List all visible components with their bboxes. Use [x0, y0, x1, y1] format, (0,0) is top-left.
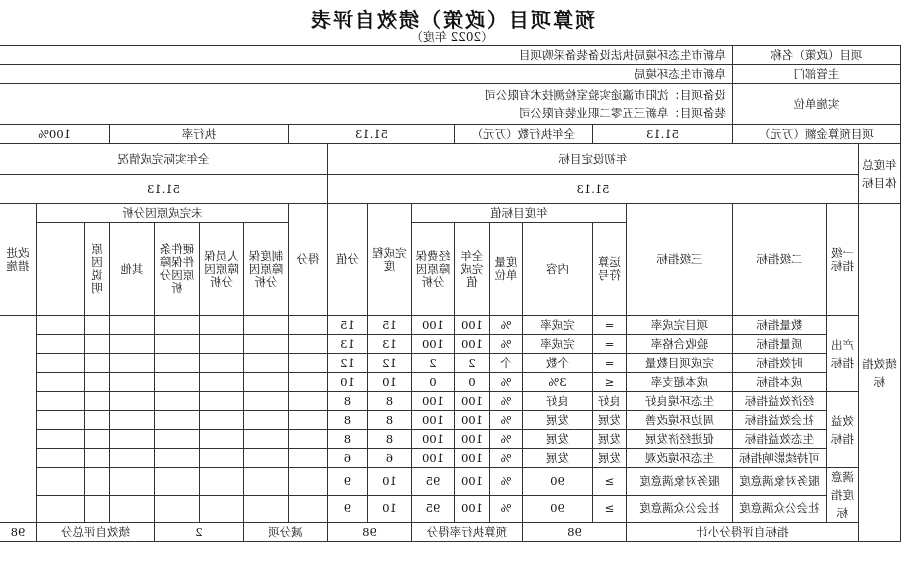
level2-cell: 可持续影响指标 [732, 449, 826, 468]
operator-cell: 发展 [592, 411, 626, 430]
reason-blank-cell [243, 495, 288, 523]
reason-blank-cell [154, 354, 199, 373]
reason-blank-cell [243, 392, 288, 411]
reason-blank-cell [199, 392, 243, 411]
reason-blank-cell [199, 335, 243, 354]
reason-blank-cell [36, 449, 84, 468]
col-operator: 运算符号 [592, 223, 626, 316]
score-value-cell: 10 [367, 373, 411, 392]
level2-cell: 生态效益指标 [732, 430, 826, 449]
operator-cell: = [592, 335, 626, 354]
completion-cell: 95 [411, 468, 454, 496]
col-annual-target: 全年完成值 [454, 223, 489, 316]
score-cell: 12 [327, 354, 367, 373]
col-level3: 三级指标 [626, 204, 732, 316]
level2-cell: 质量指标 [732, 335, 826, 354]
level3-cell: 服务对象满意度 [626, 468, 732, 496]
reason-blank-cell [288, 411, 327, 430]
unit-cell: % [489, 430, 522, 449]
reason-blank-cell [84, 468, 109, 496]
completion-cell: 100 [411, 449, 454, 468]
reason-blank-cell [288, 373, 327, 392]
level3-cell: 验收合格率 [626, 335, 732, 354]
score-value-cell: 12 [367, 354, 411, 373]
annual-target-cell: 100 [454, 411, 489, 430]
level3-cell: 生态环境改观 [626, 449, 732, 468]
reason-blank-cell [154, 373, 199, 392]
reason-blank-cell [84, 335, 109, 354]
level3-cell: 促进经济发展 [626, 430, 732, 449]
score-cell: 6 [327, 449, 367, 468]
evaluation-table [0, 45, 901, 542]
reason-blank-cell [36, 430, 84, 449]
reason-blank-cell [154, 468, 199, 496]
reason-blank-cell [288, 316, 327, 335]
project-name-value: 阜新市生态环境局执法设备装备采购项目 [0, 46, 732, 65]
reason-blank-cell [36, 392, 84, 411]
reason-blank-cell [109, 449, 154, 468]
annual-target-cell: 0 [454, 373, 489, 392]
impl-row [0, 84, 901, 125]
reason-blank-cell [243, 373, 288, 392]
reason-blank-cell [109, 430, 154, 449]
col-reason-hardware: 硬件条件保障原因分析 [154, 223, 199, 316]
reason-blank-cell [154, 335, 199, 354]
col-reason-note: 原因说明 [84, 223, 109, 316]
indicator-row [0, 392, 901, 411]
budget-exec: 51.13 [288, 125, 454, 144]
page-title: 预算项目（政策）绩效自评表 [309, 8, 595, 32]
level2-cell: 数量指标 [732, 316, 826, 335]
reason-blank-cell [154, 392, 199, 411]
col-reason-funding: 经费保障原因分析 [411, 223, 454, 316]
impl-label: 实施单位 [732, 84, 900, 125]
col-target-group: 年度目标值 [411, 204, 626, 223]
score-value-cell: 8 [367, 430, 411, 449]
completion-cell: 100 [411, 430, 454, 449]
score-cell: 9 [327, 495, 367, 523]
reason-blank-cell [243, 468, 288, 496]
indicator-row [0, 335, 901, 354]
level3-cell: 完成项目数量 [626, 354, 732, 373]
reason-blank-cell [154, 430, 199, 449]
level1-cell: 产出指标 [827, 316, 859, 392]
level2-cell: 社会效益指标 [732, 411, 826, 430]
operator-cell: 发展 [592, 430, 626, 449]
overall-goal-label: 年度总体目标 [859, 144, 901, 204]
reason-blank-cell [288, 468, 327, 496]
completion-cell: 2 [411, 354, 454, 373]
completion-cell: 100 [411, 411, 454, 430]
col-score-value: 分值 [327, 204, 367, 316]
reason-blank-cell [288, 495, 327, 523]
level2-cell: 时效指标 [732, 354, 826, 373]
goal-done-value: 51.13 [0, 175, 327, 204]
col-reason-system: 制度保障原因分析 [243, 223, 288, 316]
impl-line-1: 设备项目：沈阳市瀛途实验室检测技术有限公司 [484, 88, 726, 102]
col-reasons-group: 未完成原因分析 [36, 204, 288, 223]
reason-blank-cell [243, 335, 288, 354]
level1-cell: 效益指标 [827, 392, 859, 468]
impl-value [0, 84, 732, 125]
content-cell: 发展 [522, 430, 592, 449]
indicator-row [0, 373, 901, 392]
col-improve: 改进措施 [0, 204, 36, 316]
completion-cell: 100 [411, 335, 454, 354]
deduct-value: 2 [154, 523, 243, 542]
score-value-cell: 13 [367, 335, 411, 354]
unit-cell: % [489, 316, 522, 335]
reason-blank-cell [109, 373, 154, 392]
content-cell: 个数 [522, 354, 592, 373]
score-cell: 10 [327, 373, 367, 392]
unit-cell: % [489, 495, 522, 523]
reason-blank-cell [243, 411, 288, 430]
score-value-cell: 15 [367, 316, 411, 335]
budget-rate-label: 执行率 [109, 125, 288, 144]
budget-amount-label: 项目预算金额（万元） [732, 125, 900, 144]
reason-blank-cell [199, 411, 243, 430]
col-unit: 度量单位 [489, 223, 522, 316]
budget-rate: 100% [0, 125, 109, 144]
score-value-cell: 6 [367, 449, 411, 468]
reason-blank-cell [199, 354, 243, 373]
content-cell: 完成率 [522, 335, 592, 354]
indicator-row [0, 411, 901, 430]
dept-value: 阜新市生态环境局 [0, 65, 732, 84]
reason-blank-cell [154, 449, 199, 468]
annual-target-cell: 100 [454, 316, 489, 335]
reason-blank-cell [154, 316, 199, 335]
completion-cell: 0 [411, 373, 454, 392]
level2-cell: 社会公众满意度 [732, 495, 826, 523]
unit-cell: % [489, 411, 522, 430]
reason-blank-cell [243, 449, 288, 468]
col-level2: 二级指标 [732, 204, 826, 316]
reason-blank-cell [36, 495, 84, 523]
subtotal-label: 指标自评得分小计 [626, 523, 858, 542]
reason-blank-cell [109, 411, 154, 430]
reason-blank-cell [199, 468, 243, 496]
reason-blank-cell [109, 354, 154, 373]
operator-cell: = [592, 316, 626, 335]
content-cell: 3% [522, 373, 592, 392]
project-name-row [0, 46, 901, 65]
reason-blank-cell [84, 373, 109, 392]
content-cell: 完成率 [522, 316, 592, 335]
content-cell: 发展 [522, 411, 592, 430]
subtotal-value: 98 [522, 523, 626, 542]
total-value: 98 [0, 523, 36, 542]
completion-cell: 95 [411, 495, 454, 523]
level3-cell: 项目完成率 [626, 316, 732, 335]
annual-target-cell: 100 [454, 392, 489, 411]
reason-blank-cell [84, 411, 109, 430]
reason-blank-cell [36, 373, 84, 392]
content-cell: 发展 [522, 449, 592, 468]
score-cell: 13 [327, 335, 367, 354]
indicator-row [0, 449, 901, 468]
col-reason-other: 其他 [109, 223, 154, 316]
indicator-row [0, 495, 901, 523]
reason-blank-cell [84, 392, 109, 411]
score-cell: 15 [327, 316, 367, 335]
column-header-row-1 [0, 204, 901, 223]
level2-cell: 成本指标 [732, 373, 826, 392]
budget-score-value: 98 [327, 523, 411, 542]
footer-row [0, 523, 901, 542]
reason-blank-cell [109, 468, 154, 496]
goals-header-row [0, 144, 901, 175]
indicator-row [0, 354, 901, 373]
reason-blank-cell [243, 430, 288, 449]
reason-blank-cell [199, 316, 243, 335]
annual-target-cell: 100 [454, 335, 489, 354]
content-cell: 90 [522, 495, 592, 523]
reason-blank-cell [109, 316, 154, 335]
project-name-label: 项目（政策）名称 [732, 46, 900, 65]
reason-blank-cell [154, 495, 199, 523]
score-cell: 9 [327, 468, 367, 496]
reason-blank-cell [36, 354, 84, 373]
goal-done-label: 全年实际完成情况 [0, 144, 327, 175]
col-level1: 一级指标 [827, 204, 859, 316]
annual-target-cell: 100 [454, 449, 489, 468]
annual-target-cell: 2 [454, 354, 489, 373]
reason-blank-cell [84, 430, 109, 449]
col-content: 内容 [522, 223, 592, 316]
budget-row [0, 125, 901, 144]
operator-cell: ≤ [592, 373, 626, 392]
unit-cell: 个 [489, 354, 522, 373]
reason-blank-cell [199, 495, 243, 523]
budget-amount: 51.13 [592, 125, 732, 144]
level3-cell: 生态环境良好 [626, 392, 732, 411]
reason-blank-cell [288, 392, 327, 411]
reason-blank-cell [36, 335, 84, 354]
indicator-row [0, 468, 901, 496]
reason-blank-cell [243, 354, 288, 373]
operator-cell: 发展 [592, 449, 626, 468]
dept-label: 主管部门 [732, 65, 900, 84]
operator-cell: ≥ [592, 468, 626, 496]
content-cell: 90 [522, 468, 592, 496]
level2-cell: 服务对象满意度 [732, 468, 826, 496]
reason-blank-cell [288, 335, 327, 354]
reason-blank-cell [109, 392, 154, 411]
unit-cell: % [489, 449, 522, 468]
completion-cell: 100 [411, 316, 454, 335]
operator-cell: 良好 [592, 392, 626, 411]
content-cell: 良好 [522, 392, 592, 411]
reason-blank-cell [199, 373, 243, 392]
annual-target-cell: 100 [454, 430, 489, 449]
reason-blank-cell [243, 316, 288, 335]
score-cell: 8 [327, 411, 367, 430]
indicator-row [0, 430, 901, 449]
reason-blank-cell [36, 468, 84, 496]
reason-blank-cell [36, 316, 84, 335]
indicator-group-label: 绩效指标 [859, 204, 901, 542]
total-label: 绩效自评总分 [36, 523, 154, 542]
unit-cell: % [489, 373, 522, 392]
deduct-label: 减分项 [243, 523, 327, 542]
reason-blank-cell [109, 335, 154, 354]
reason-blank-cell [288, 354, 327, 373]
score-cell: 8 [327, 392, 367, 411]
goal-set-value: 51.13 [327, 175, 858, 204]
col-score: 得分 [288, 204, 327, 316]
reason-blank-cell [288, 430, 327, 449]
page-subtitle: （2022 年度） [410, 30, 494, 44]
unit-cell: % [489, 468, 522, 496]
goal-set-label: 年初设定目标 [327, 144, 858, 175]
impl-line-2: 装备项目：阜新三五零二职业装有限公司 [518, 106, 726, 120]
reason-blank-cell [84, 449, 109, 468]
indicator-row [0, 316, 901, 335]
dept-row [0, 65, 901, 84]
annual-target-cell: 100 [454, 468, 489, 496]
col-completion: 完成程度 [367, 204, 411, 316]
operator-cell: ≥ [592, 495, 626, 523]
level1-cell: 满意度指标 [827, 468, 859, 523]
unit-cell: % [489, 392, 522, 411]
reason-blank-cell [84, 316, 109, 335]
reason-blank-cell [199, 449, 243, 468]
col-reason-personnel: 人员保障原因分析 [199, 223, 243, 316]
operator-cell: = [592, 354, 626, 373]
budget-score-label: 预算执行率得分 [411, 523, 522, 542]
score-value-cell: 10 [367, 468, 411, 496]
goals-value-row [0, 175, 901, 204]
budget-exec-label: 全年执行数（万元） [454, 125, 592, 144]
reason-blank-cell [154, 411, 199, 430]
level3-cell: 成本超支率 [626, 373, 732, 392]
annual-target-cell: 100 [454, 495, 489, 523]
reason-blank-cell [288, 449, 327, 468]
level3-cell: 社会公众满意度 [626, 495, 732, 523]
score-cell: 8 [327, 430, 367, 449]
score-value-cell: 8 [367, 392, 411, 411]
score-value-cell: 10 [367, 495, 411, 523]
reason-blank-cell [109, 495, 154, 523]
reason-blank-cell [199, 430, 243, 449]
unit-cell: % [489, 335, 522, 354]
level3-cell: 周边环境改善 [626, 411, 732, 430]
reason-blank-cell [84, 354, 109, 373]
reason-blank-cell [36, 411, 84, 430]
completion-cell: 100 [411, 392, 454, 411]
level2-cell: 经济效益指标 [732, 392, 826, 411]
score-value-cell: 8 [367, 411, 411, 430]
reason-blank-cell [84, 495, 109, 523]
